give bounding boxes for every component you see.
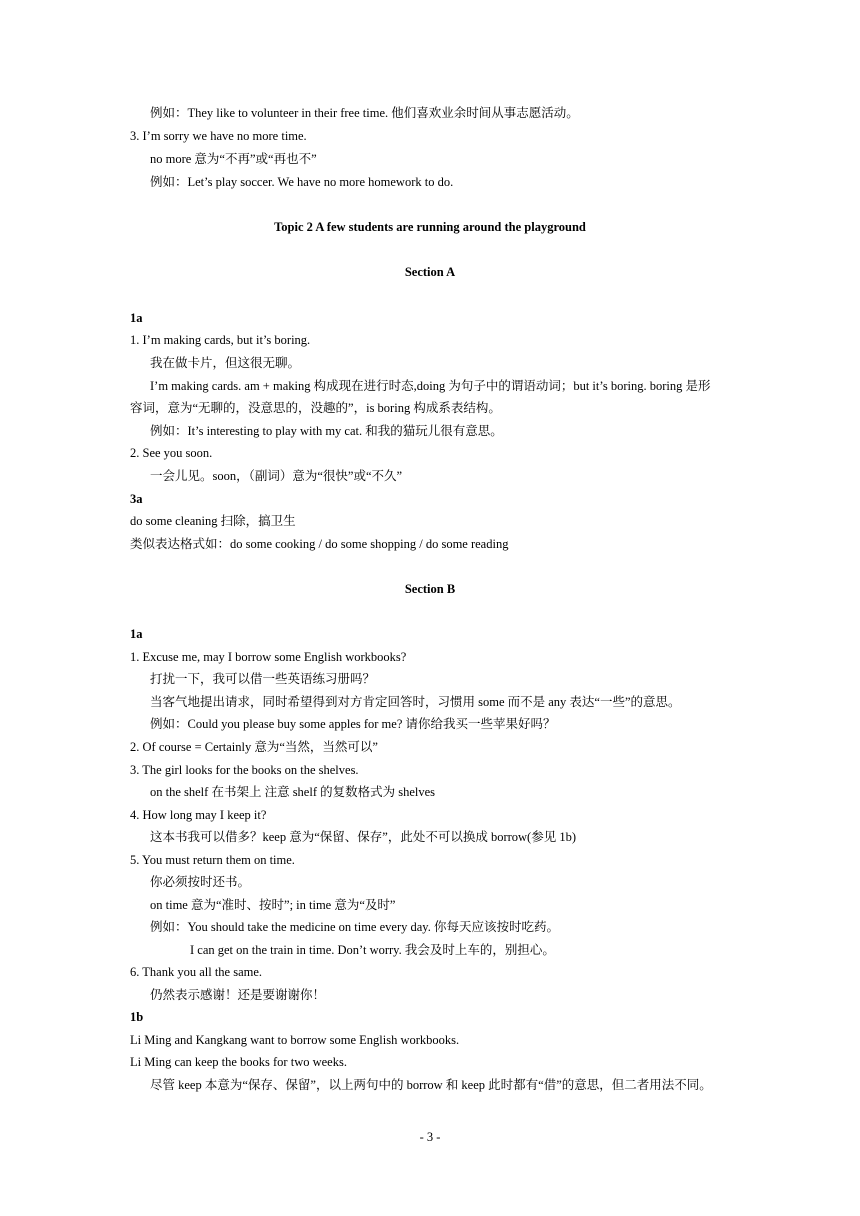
text-line: 1. I’m making cards, but it’s boring. xyxy=(130,333,311,347)
text-line: 你必须按时还书。 xyxy=(150,875,251,889)
text-line: 2. See you soon. xyxy=(130,446,213,460)
text-line: I can get on the train in time. Don’t worry. 我会及时上车的，别担心。 xyxy=(190,943,555,957)
section-heading: Section A xyxy=(404,265,456,279)
text-line: 5. You must return them on time. xyxy=(130,853,295,867)
text-line: 当客气地提出请求，同时希望得到对方肯定回答时，习惯用 some 而不是 any 表达“一些”的意思。 xyxy=(150,695,681,709)
text-line: 类似表达格式如：do some cooking / do some shopping / do some reading xyxy=(130,537,509,551)
text-line: Li Ming and Kangkang want to borrow some English workbooks. xyxy=(130,1033,460,1047)
text-line: 1. Excuse me, may I borrow some English workbooks? xyxy=(130,650,407,664)
text-line: 3. The girl looks for the books on the shelves. xyxy=(130,763,359,777)
subsection-label: 1a xyxy=(130,627,143,641)
section-heading: Topic 2 A few students are running around the playground xyxy=(274,220,586,234)
page-number: - 3 - xyxy=(419,1130,441,1144)
section-heading: Section B xyxy=(404,582,456,596)
text-line: 例如：It’s interesting to play with my cat. 和我的猫玩儿很有意思。 xyxy=(150,424,503,438)
text-line: Li Ming can keep the books for two weeks. xyxy=(130,1055,347,1069)
text-line: 例如：Could you please buy some apples for me? 请你给我买一些苹果好吗？ xyxy=(150,717,556,731)
text-line: no more 意为“不再”或“再也不” xyxy=(150,152,317,166)
text-line: 尽管 keep 本意为“保存、保留”，以上两句中的 borrow 和 keep 此时都有“借”的意思，但二者用法不同。 xyxy=(150,1078,712,1092)
text-line: I’m making cards. am + making 构成现在进行时态,doing 为句子中的谓语动词；but it’s boring. boring 是形 xyxy=(150,379,711,393)
text-line: 这本书我可以借多？keep 意为“保留、保存”，此处不可以换成 borrow(参见 1b) xyxy=(150,830,576,844)
subsection-label: 1b xyxy=(130,1010,144,1024)
text-line: 仍然表示感谢！还是要谢谢你！ xyxy=(150,988,326,1002)
text-line: 打扰一下，我可以借一些英语练习册吗？ xyxy=(150,672,376,686)
text-line: 例如：You should take the medicine on time every day. 你每天应该按时吃药。 xyxy=(150,920,559,934)
subsection-label: 1a xyxy=(130,311,143,325)
text-line: 例如：They like to volunteer in their free time. 他们喜欢业余时间从事志愿活动。 xyxy=(150,106,579,120)
text-line: 6. Thank you all the same. xyxy=(130,965,263,979)
text-line: 容词，意为“无聊的，没意思的，没趣的”，is boring 构成系表结构。 xyxy=(130,401,501,415)
text-line: 3. I’m sorry we have no more time. xyxy=(130,129,307,143)
text-line: 2. Of course = Certainly 意为“当然，当然可以” xyxy=(130,740,378,754)
text-line: 例如：Let’s play soccer. We have no more homework to do. xyxy=(150,175,454,189)
text-line: 一会儿见。soon，（副词）意为“很快”或“不久” xyxy=(150,469,403,483)
text-line: on time 意为“准时、按时”; in time 意为“及时” xyxy=(150,898,396,912)
text-line: 我在做卡片，但这很无聊。 xyxy=(150,356,301,370)
subsection-label: 3a xyxy=(130,492,143,506)
text-line: do some cleaning 扫除，搞卫生 xyxy=(130,514,296,528)
text-line: 4. How long may I keep it? xyxy=(130,808,267,822)
text-line: on the shelf 在书架上 注意 shelf 的复数格式为 shelves xyxy=(150,785,436,799)
